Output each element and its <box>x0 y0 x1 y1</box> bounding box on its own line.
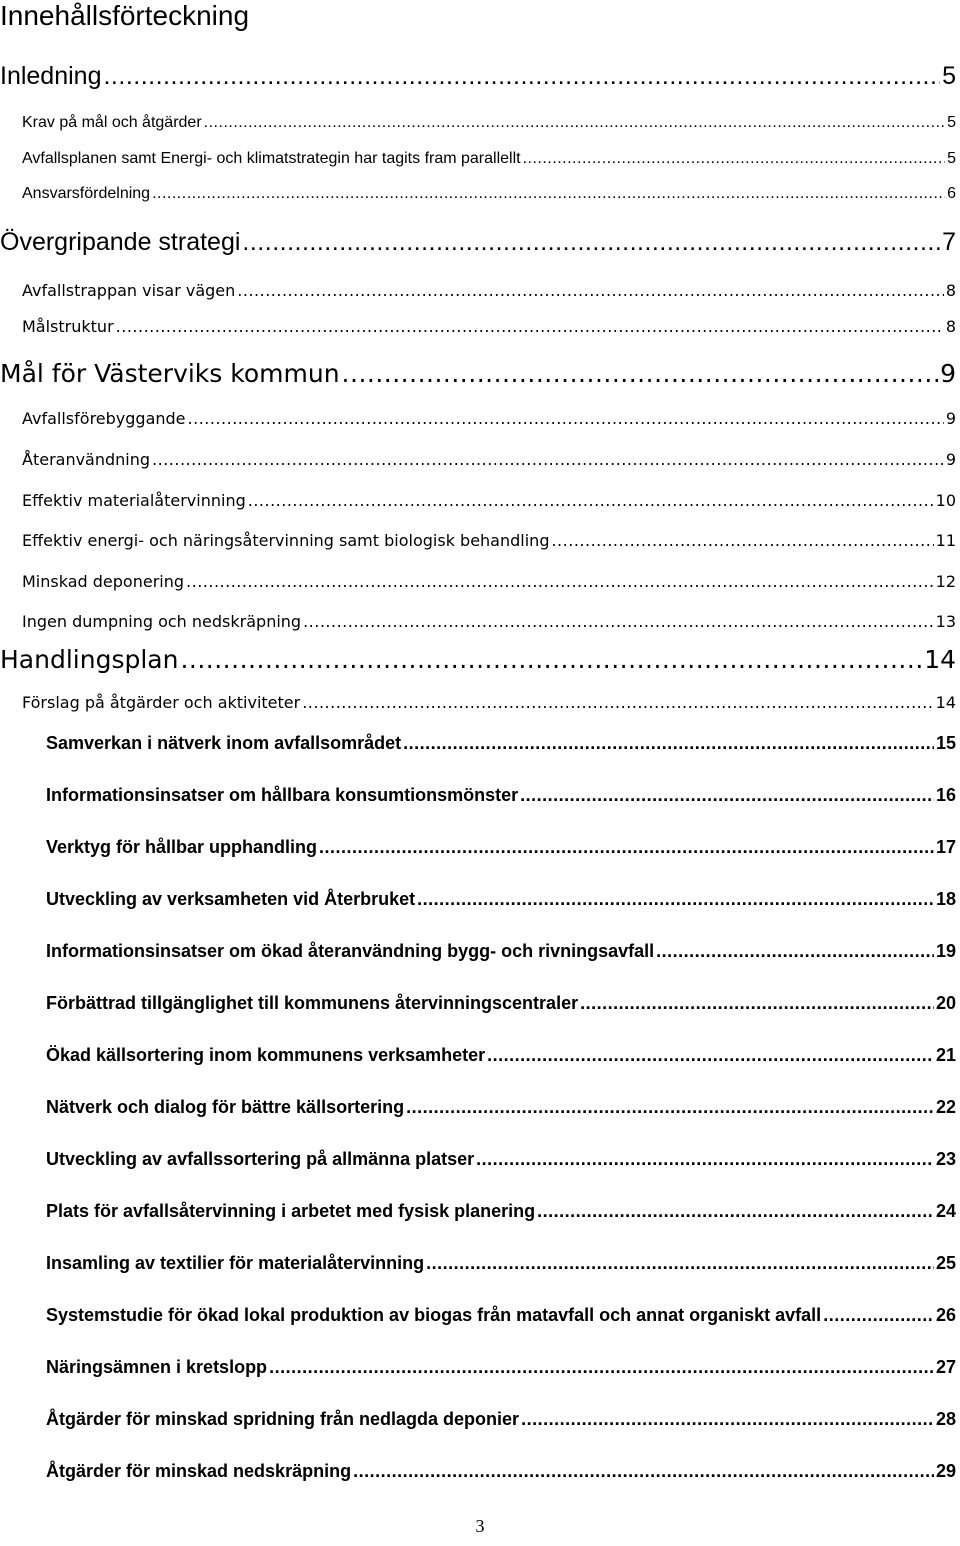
toc-entry-text: Övergripande strategi <box>0 228 241 256</box>
toc-leader-dots <box>303 612 934 631</box>
toc-leader-dots <box>248 491 934 510</box>
toc-entry-text: Utveckling av verksamheten vid Återbruket <box>46 889 416 909</box>
toc-entry-text: Handlingsplan <box>0 645 179 674</box>
toc-entry-handlingsplan[interactable] <box>0 645 956 674</box>
toc-leader-dots <box>188 409 944 428</box>
toc-entry-page: 25 <box>935 1253 956 1273</box>
toc-leader-dots <box>537 1201 934 1222</box>
toc-entry-text: Förslag på åtgärder och aktiviteter <box>22 693 301 712</box>
toc-entry-natverk-dialog[interactable] <box>46 1097 956 1118</box>
toc-entry-page: 5 <box>947 150 956 167</box>
toc-leader-dots <box>319 837 934 858</box>
toc-entry-page: 5 <box>947 114 956 131</box>
toc-entry-text: Ansvarsfördelning <box>22 185 151 202</box>
toc-entry-page: 23 <box>935 1149 956 1169</box>
toc-leader-dots <box>823 1305 934 1326</box>
toc-entry-page: 19 <box>935 941 956 961</box>
toc-entry-inledning[interactable] <box>0 62 956 91</box>
toc-entry-text: Återanvändning <box>22 450 151 469</box>
toc-entry-page: 8 <box>945 281 956 300</box>
toc-entry-page: 14 <box>924 645 956 674</box>
toc-entry-avfallsforebyggande[interactable] <box>22 409 956 428</box>
toc-entry-text: Informationsinsatser om hållbara konsumtionsmönster <box>46 785 519 805</box>
toc-entry-energiatervinning[interactable] <box>22 531 956 550</box>
toc-leader-dots <box>551 531 933 550</box>
toc-entry-minskad-nedskrapning[interactable] <box>46 1461 956 1482</box>
toc-entry-page: 15 <box>935 733 956 753</box>
toc-leader-dots <box>580 993 934 1014</box>
toc-entry-page: 9 <box>940 359 956 388</box>
toc-leader-dots <box>403 733 934 754</box>
toc-entry-page: 27 <box>935 1357 956 1377</box>
toc-entry-text: Verktyg för hållbar upphandling <box>46 837 318 857</box>
toc-entry-textilier[interactable] <box>46 1253 956 1274</box>
toc-leader-dots <box>476 1149 934 1170</box>
toc-entry-text: Ingen dumpning och nedskräpning <box>22 612 302 631</box>
page-number: 3 <box>475 1516 485 1536</box>
toc-entry-allmanna-platser[interactable] <box>46 1149 956 1170</box>
toc-entry-text: Systemstudie för ökad lokal produktion av biogas från matavfall och annat organiskt avfall <box>46 1305 822 1325</box>
toc-entry-overgripande-strategi[interactable] <box>0 228 956 257</box>
toc-entry-ingen-dumpning[interactable] <box>22 612 956 631</box>
toc-leader-dots <box>342 359 939 388</box>
toc-leader-dots <box>406 1097 934 1118</box>
toc-entry-text: Åtgärder för minskad nedskräpning <box>46 1461 352 1481</box>
toc-entry-page: 28 <box>935 1409 956 1429</box>
toc-entry-tillganglighet[interactable] <box>46 993 956 1014</box>
toc-leader-dots <box>656 941 934 962</box>
toc-entry-avfallstrappan[interactable] <box>22 281 956 300</box>
toc-entry-page: 6 <box>947 185 956 202</box>
toc-leader-dots <box>152 450 944 469</box>
toc-entry-page: 9 <box>945 450 956 469</box>
toc-entry-page: 12 <box>935 572 956 591</box>
toc-entry-page: 22 <box>935 1097 956 1117</box>
toc-entry-page: 26 <box>935 1305 956 1325</box>
toc-entry-krav[interactable] <box>22 114 956 132</box>
toc-entry-minskad-deponering[interactable] <box>22 572 956 591</box>
toc-leader-dots <box>523 150 946 168</box>
toc-entry-page: 17 <box>935 837 956 857</box>
toc-leader-dots <box>204 114 945 132</box>
toc-entry-text: Nätverk och dialog för bättre källsortering <box>46 1097 405 1117</box>
toc-entry-page: 14 <box>935 693 956 712</box>
toc-entry-page: 13 <box>935 612 956 631</box>
toc-entry-biogas[interactable] <box>46 1305 956 1326</box>
toc-entry-text: Insamling av textilier för materialåtervinning <box>46 1253 425 1273</box>
toc-leader-dots <box>103 62 940 91</box>
toc-leader-dots <box>417 889 934 910</box>
toc-leader-dots <box>302 693 933 712</box>
toc-entry-malstruktur[interactable] <box>22 317 956 336</box>
toc-entry-text: Krav på mål och åtgärder <box>22 114 202 131</box>
toc-entry-page: 16 <box>935 785 956 805</box>
toc-leader-dots <box>242 228 940 257</box>
toc-entry-forslag-atgarder[interactable] <box>22 693 956 712</box>
toc-entry-bygg-rivningsavfall[interactable] <box>46 941 956 962</box>
toc-title: Innehållsförteckning <box>0 0 250 31</box>
toc-entry-avfallsplanen[interactable] <box>22 150 956 168</box>
toc-leader-dots <box>521 1409 934 1430</box>
toc-entry-text: Effektiv materialåtervinning <box>22 491 246 510</box>
toc-entry-informationsinsatser-konsumtion[interactable] <box>46 785 956 806</box>
toc-leader-dots <box>186 572 934 591</box>
toc-entry-text: Förbättrad tillgänglighet till kommunens återvinningscentraler <box>46 993 579 1013</box>
toc-leader-dots <box>237 281 944 300</box>
toc-entry-mal-for-vastervik[interactable] <box>0 359 956 388</box>
toc-entry-text: Inledning <box>0 62 102 90</box>
toc-entry-kallsortering-verksamheter[interactable] <box>46 1045 956 1066</box>
toc-entry-text: Minskad deponering <box>22 572 185 591</box>
toc-entry-text: Avfallstrappan visar vägen <box>22 281 236 300</box>
toc-entry-page: 24 <box>935 1201 956 1221</box>
toc-entry-materialatervinning[interactable] <box>22 491 956 510</box>
toc-entry-page: 20 <box>935 993 956 1013</box>
toc-entry-ansvarsfordelning[interactable] <box>22 185 956 203</box>
toc-entry-page: 5 <box>942 62 956 90</box>
toc-entry-ateranvandning[interactable] <box>22 450 956 469</box>
toc-leader-dots <box>487 1045 934 1066</box>
toc-leader-dots <box>353 1461 934 1482</box>
toc-entry-page: 8 <box>945 317 956 336</box>
toc-entry-text: Åtgärder för minskad spridning från nedlagda deponier <box>46 1409 520 1429</box>
toc-entry-verktyg-upphandling[interactable] <box>46 837 956 858</box>
toc-leader-dots <box>426 1253 934 1274</box>
toc-entry-fysisk-planering[interactable] <box>46 1201 956 1222</box>
toc-entry-text: Informationsinsatser om ökad återanvändning bygg- och rivningsavfall <box>46 941 655 961</box>
toc-leader-dots <box>269 1357 934 1378</box>
toc-entry-text: Utveckling av avfallssortering på allmänna platser <box>46 1149 475 1169</box>
toc-entry-page: 11 <box>935 531 956 550</box>
toc-leader-dots <box>520 785 934 806</box>
toc-entry-text: Effektiv energi- och näringsåtervinning samt biologisk behandling <box>22 531 550 550</box>
toc-leader-dots <box>152 185 945 203</box>
toc-entry-text: Samverkan i nätverk inom avfallsområdet <box>46 733 402 753</box>
toc-entry-text: Avfallsplanen samt Energi- och klimatstrategin har tagits fram parallellt <box>22 150 521 167</box>
toc-entry-text: Avfallsförebyggande <box>22 409 186 428</box>
toc-entry-page: 9 <box>945 409 956 428</box>
toc-entry-text: Mål för Västerviks kommun <box>0 359 340 388</box>
toc-entry-page: 21 <box>935 1045 956 1065</box>
toc-entry-page: 7 <box>942 228 956 256</box>
toc-entry-page: 10 <box>935 491 956 510</box>
toc-entry-page: 29 <box>935 1461 956 1481</box>
toc-entry-page: 18 <box>935 889 956 909</box>
toc-entry-text: Målstruktur <box>22 317 114 336</box>
toc-entry-text: Ökad källsortering inom kommunens verksamheter <box>46 1045 486 1065</box>
toc-leader-dots <box>180 645 922 674</box>
toc-entry-text: Näringsämnen i kretslopp <box>46 1357 268 1377</box>
toc-leader-dots <box>116 317 944 336</box>
toc-entry-samverkan[interactable] <box>46 733 956 754</box>
toc-entry-text: Plats för avfallsåtervinning i arbetet med fysisk planering <box>46 1201 536 1221</box>
toc-entry-aterbruket[interactable] <box>46 889 956 910</box>
toc-entry-nedlagda-deponier[interactable] <box>46 1409 956 1430</box>
toc-entry-naringsamnen[interactable] <box>46 1357 956 1378</box>
